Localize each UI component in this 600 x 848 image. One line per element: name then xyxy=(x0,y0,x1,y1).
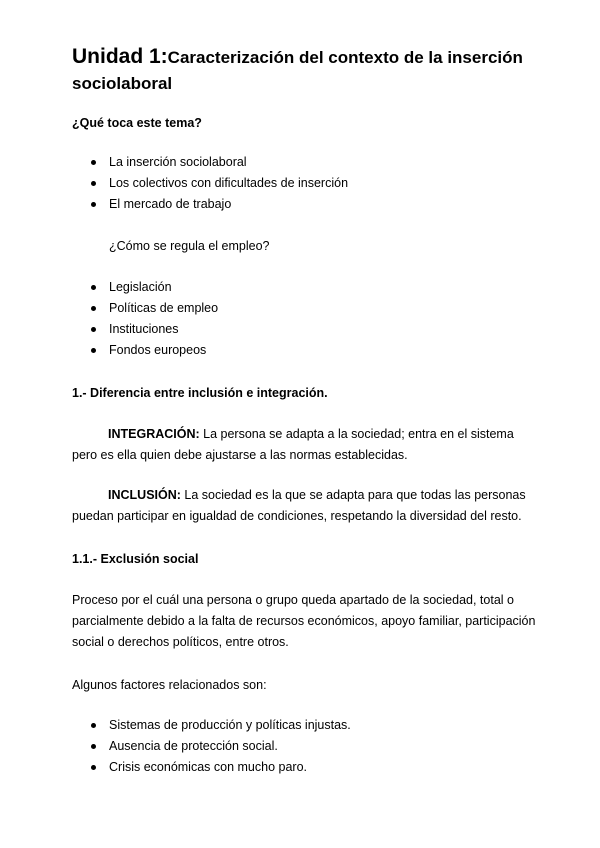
list-item: Políticas de empleo xyxy=(72,298,218,319)
bullet-icon xyxy=(91,202,96,207)
list-item: Ausencia de protección social. xyxy=(72,736,351,757)
section-heading-inclusion: 1.- Diferencia entre inclusión e integración. xyxy=(72,386,328,400)
regulation-list xyxy=(72,277,218,361)
list-item: Los colectivos con dificultades de inserción xyxy=(72,173,348,194)
exclusion-definition: Proceso por el cuál una persona o grupo queda apartado de la sociedad, total o parcialmente debido a la falta de recursos económicos, apoyo familiar, participación social o derechos políticos, entre otros. xyxy=(72,593,536,649)
inclusion-paragraph xyxy=(72,485,542,527)
factors-intro: Algunos factores relacionados son: xyxy=(72,678,267,692)
list-item: Crisis económicas con mucho paro. xyxy=(72,757,351,778)
bullet-icon xyxy=(91,181,96,186)
list-item: Instituciones xyxy=(72,319,218,340)
integracion-text: La persona se adapta a la sociedad; entra en el sistema pero es ella quien debe ajustarse a las normas establecidas. xyxy=(72,427,514,462)
integracion-label: INTEGRACIÓN: xyxy=(108,427,200,441)
integracion-paragraph xyxy=(72,424,542,466)
section-heading-exclusion: 1.1.- Exclusión social xyxy=(72,552,199,566)
bullet-icon xyxy=(91,765,96,770)
list-item: Sistemas de producción y políticas injustas. xyxy=(72,715,351,736)
list-item: Legislación xyxy=(72,277,218,298)
title-subject: Caracterización del contexto de la inserción sociolaboral xyxy=(72,48,523,93)
topics-list xyxy=(72,152,348,215)
title-unit: Unidad 1: xyxy=(72,45,168,68)
bullet-icon xyxy=(91,285,96,290)
document-page xyxy=(72,44,542,774)
question-topics: ¿Qué toca este tema? xyxy=(72,116,202,130)
question-regulation: ¿Cómo se regula el empleo? xyxy=(109,239,270,253)
inclusion-label: INCLUSIÓN: xyxy=(108,488,181,502)
page-title xyxy=(72,44,542,97)
list-item: Fondos europeos xyxy=(72,340,218,361)
inclusion-text: La sociedad es la que se adapta para que todas las personas puedan participar en igualdad de condiciones, respetando la diversidad del resto. xyxy=(72,488,526,523)
list-item: La inserción sociolaboral xyxy=(72,152,348,173)
bullet-icon xyxy=(91,744,96,749)
bullet-icon xyxy=(91,723,96,728)
bullet-icon xyxy=(91,160,96,165)
bullet-icon xyxy=(91,348,96,353)
factors-list xyxy=(72,715,351,778)
bullet-icon xyxy=(91,306,96,311)
bullet-icon xyxy=(91,327,96,332)
list-item: El mercado de trabajo xyxy=(72,194,348,215)
